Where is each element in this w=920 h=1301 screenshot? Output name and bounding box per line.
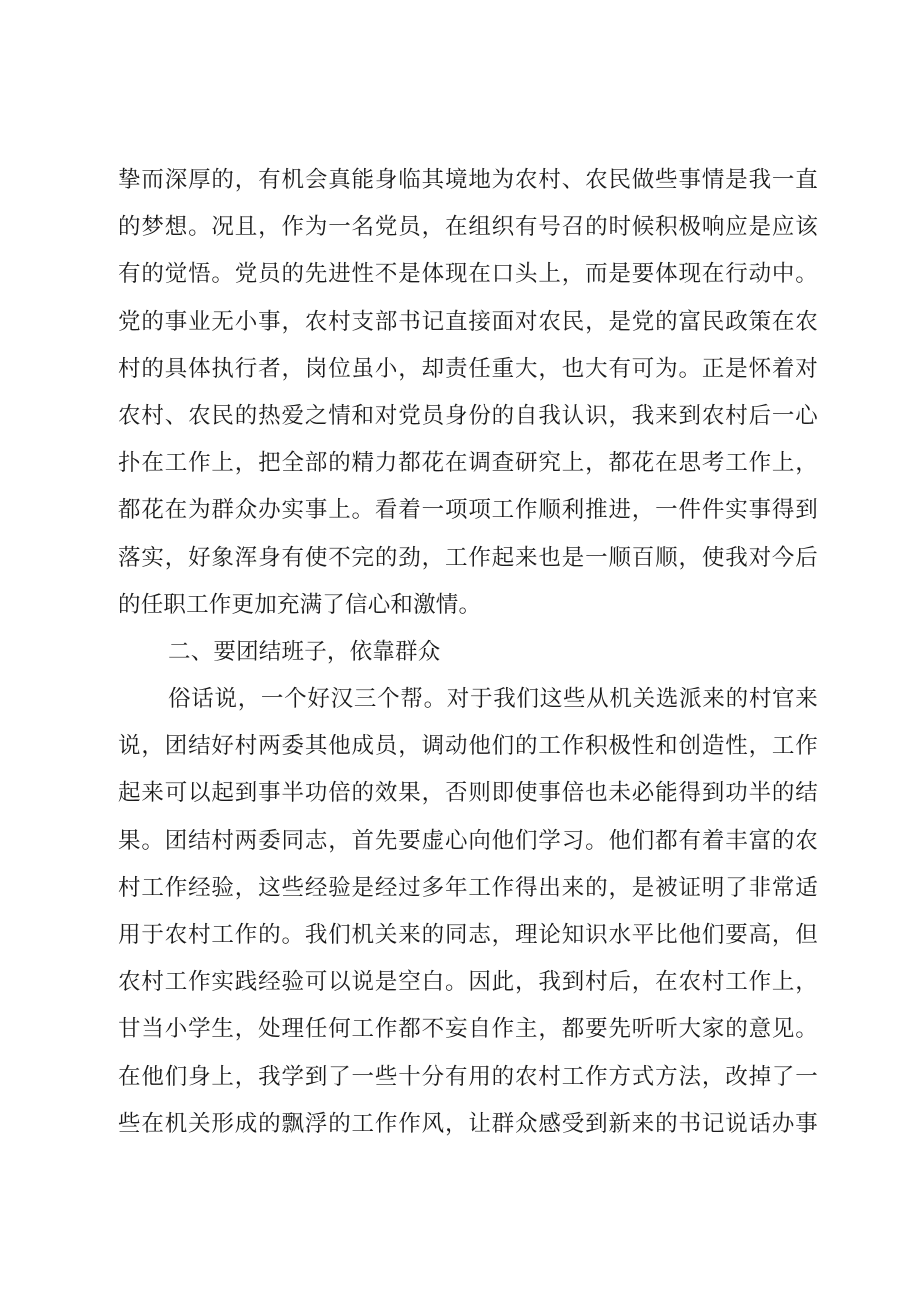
text-line: 起来可以起到事半功倍的效果，否则即使事倍也未必能得到功半的结 xyxy=(118,780,818,807)
text-line: 的任职工作更加充满了信心和激情。 xyxy=(118,591,482,618)
text-line: 的梦想。况且，作为一名党员，在组织有号召的时候积极响应是应该 xyxy=(118,214,818,241)
text-line: 都花在为群众办实事上。看着一项项工作顺利推进，一件件实事得到 xyxy=(118,497,818,524)
text-line: 用于农村工作的。我们机关来的同志，理论知识水平比他们要高，但 xyxy=(118,922,818,948)
text-line: 落实，好象浑身有使不完的劲，工作起来也是一顺百顺，使我对今后 xyxy=(118,544,818,571)
text-line: 说，团结好村两委其他成员，调动他们的工作积极性和创造性，工作 xyxy=(118,733,818,760)
text-line: 农村工作实践经验可以说是空白。因此，我到村后，在农村工作上， xyxy=(118,969,818,996)
section-heading: 二、要团结班子，依靠群众 xyxy=(168,638,441,665)
text-line: 些在机关形成的飘浮的工作作风，让群众感受到新来的书记说话办事 xyxy=(118,1110,818,1137)
text-line: 村的具体执行者，岗位虽小，却责任重大，也大有可为。正是怀着对 xyxy=(118,355,818,382)
text-line: 果。团结村两委同志，首先要虚心向他们学习。他们都有着丰富的农 xyxy=(118,827,818,854)
text-line: 在他们身上，我学到了一些十分有用的农村工作方式方法，改掉了一 xyxy=(118,1063,818,1090)
document-body xyxy=(118,157,818,1148)
text-line: 党的事业无小事，农村支部书记直接面对农民，是党的富民政策在农 xyxy=(118,308,818,335)
text-line: 甘当小学生，处理任何工作都不妄自作主，都要先听听大家的意见。 xyxy=(118,1016,818,1043)
text-line: 挚而深厚的，有机会真能身临其境地为农村、农民做些事情是我一直 xyxy=(118,167,818,193)
text-line: 村工作经验，这些经验是经过多年工作得出来的，是被证明了非常适 xyxy=(118,874,818,901)
text-line: 农村、农民的热爱之情和对党员身份的自我认识，我来到农村后一心 xyxy=(118,402,818,429)
text-line: 有的觉悟。党员的先进性不是体现在口头上，而是要体现在行动中。 xyxy=(118,261,818,288)
text-line: 扑在工作上，把全部的精力都花在调查研究上，都花在思考工作上， xyxy=(118,450,818,477)
paragraph-first-line: 俗话说，一个好汉三个帮。对于我们这些从机关选派来的村官来 xyxy=(168,686,818,713)
